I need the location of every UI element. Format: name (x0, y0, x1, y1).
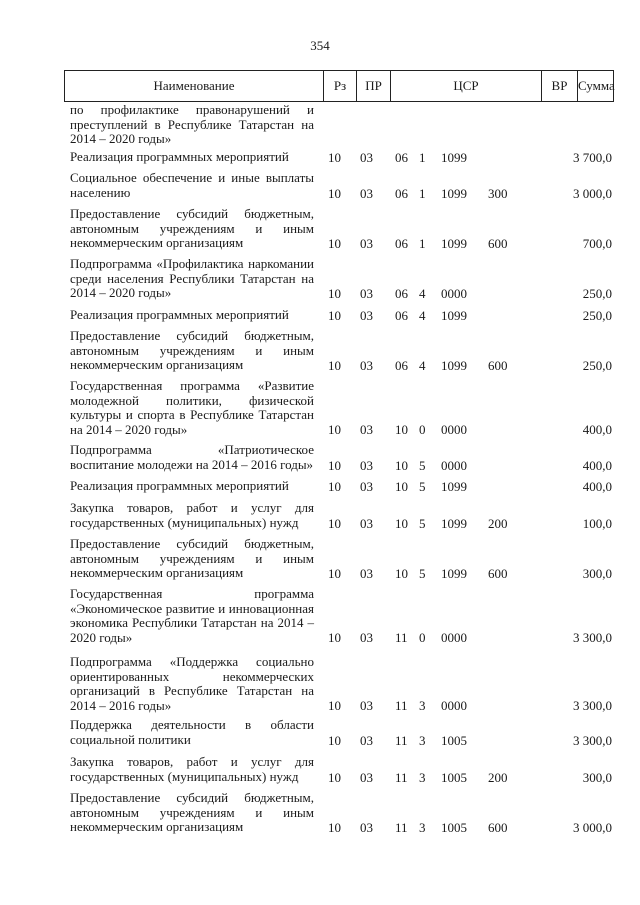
row-name: Подпрограмма «Патриотическое воспитание молодежи на 2014 – 2016 годы» (70, 442, 314, 472)
row-csr-3: 0000 (441, 697, 467, 713)
row-csr-1: 11 (395, 629, 408, 645)
row-name: Предоставление субсидий бюджетным, автономным учреждениям и иным некоммерческим организациям (70, 536, 314, 580)
row-sum: 3 300,0 (573, 697, 612, 713)
row-rz: 10 (328, 565, 341, 581)
row-csr-2: 4 (419, 285, 426, 301)
row-csr-3: 0000 (441, 421, 467, 437)
row-rz: 10 (328, 307, 341, 323)
row-csr-3: 1099 (441, 307, 467, 323)
row-csr-3: 1099 (441, 565, 467, 581)
row-pr: 03 (360, 149, 373, 165)
row-csr-2: 4 (419, 307, 426, 323)
row-csr-1: 11 (395, 732, 408, 748)
table-row (0, 329, 640, 373)
row-csr-1: 10 (395, 421, 408, 437)
row-name: Реализация программных мероприятий (70, 478, 289, 493)
row-csr-3: 1005 (441, 819, 467, 835)
row-sum: 250,0 (582, 307, 612, 323)
row-name: Поддержка деятельности в области социальной политики (70, 717, 314, 747)
row-pr: 03 (360, 421, 373, 437)
row-name: Государственная программа «Экономическое развитие и инновационная экономика Республики Татарстан на 2014 – 2020 годы» (70, 586, 314, 645)
row-name: Предоставление субсидий бюджетным, автономным учреждениям и иным некоммерческим организациям (70, 328, 314, 372)
row-name: Предоставление субсидий бюджетным, автономным учреждениям и иным некоммерческим организациям (70, 206, 314, 250)
row-sum: 3 300,0 (573, 629, 612, 645)
row-vr: 600 (488, 565, 508, 581)
page-number: 354 (310, 38, 330, 53)
table-row (0, 791, 640, 835)
row-csr-1: 06 (395, 307, 408, 323)
row-sum: 400,0 (582, 421, 612, 437)
row-rz: 10 (328, 185, 341, 201)
row-rz: 10 (328, 478, 341, 494)
row-vr: 600 (488, 235, 508, 251)
header-csr: ЦСР (391, 71, 542, 101)
row-rz: 10 (328, 285, 341, 301)
row-rz: 10 (328, 629, 341, 645)
table-row (0, 755, 640, 785)
row-sum: 700,0 (582, 235, 612, 251)
table-row (0, 655, 640, 713)
row-csr-1: 10 (395, 565, 408, 581)
row-csr-2: 3 (419, 732, 426, 748)
row-pr: 03 (360, 732, 373, 748)
row-pr: 03 (360, 185, 373, 201)
row-sum: 400,0 (582, 457, 612, 473)
row-vr: 200 (488, 769, 508, 785)
row-csr-1: 11 (395, 769, 408, 785)
row-pr: 03 (360, 457, 373, 473)
row-pr: 03 (360, 307, 373, 323)
row-sum: 3 000,0 (573, 185, 612, 201)
table-row (0, 308, 640, 323)
table-row (0, 257, 640, 301)
row-csr-2: 5 (419, 478, 426, 494)
table-row (0, 171, 640, 201)
row-csr-2: 4 (419, 357, 426, 373)
row-name: Реализация программных мероприятий (70, 149, 289, 164)
row-csr-3: 0000 (441, 629, 467, 645)
row-pr: 03 (360, 235, 373, 251)
row-csr-1: 10 (395, 515, 408, 531)
row-rz: 10 (328, 357, 341, 373)
row-vr: 600 (488, 357, 508, 373)
row-csr-1: 10 (395, 478, 408, 494)
row-csr-2: 1 (419, 149, 426, 165)
row-rz: 10 (328, 697, 341, 713)
row-pr: 03 (360, 819, 373, 835)
row-pr: 03 (360, 478, 373, 494)
row-csr-3: 1099 (441, 149, 467, 165)
row-csr-2: 0 (419, 421, 426, 437)
row-rz: 10 (328, 457, 341, 473)
row-csr-3: 0000 (441, 285, 467, 301)
row-csr-1: 06 (395, 357, 408, 373)
row-csr-2: 1 (419, 235, 426, 251)
row-csr-1: 06 (395, 185, 408, 201)
table-row (0, 537, 640, 581)
row-name: Реализация программных мероприятий (70, 307, 289, 322)
row-csr-2: 3 (419, 769, 426, 785)
row-name: Государственная программа «Развитие молодежной политики, физической культуры и спорта в Республике Татарстан на 2014 – 2020 годы» (70, 378, 314, 437)
row-sum: 3 300,0 (573, 732, 612, 748)
table-row (0, 207, 640, 251)
row-name: Подпрограмма «Профилактика наркомании среди населения Республики Татарстан на 2014 – 2020 годы» (70, 256, 314, 300)
header-pr: ПР (357, 71, 391, 101)
row-sum: 400,0 (582, 478, 612, 494)
row-csr-3: 1005 (441, 732, 467, 748)
table-row (0, 718, 640, 748)
row-name: Закупка товаров, работ и услуг для государственных (муниципальных) нужд (70, 754, 314, 784)
row-csr-3: 1099 (441, 185, 467, 201)
table-row (0, 379, 640, 437)
row-csr-2: 1 (419, 185, 426, 201)
table-row (0, 479, 640, 494)
header-sum: Сумма (578, 78, 615, 93)
row-rz: 10 (328, 235, 341, 251)
row-csr-1: 11 (395, 697, 408, 713)
row-csr-1: 06 (395, 285, 408, 301)
row-name: Подпрограмма «Поддержка социально ориентированных некоммерческих организаций в Республике Татарстан на 2014 – 2016 годы» (70, 654, 314, 713)
table-row (0, 501, 640, 531)
header-name: Наименование (65, 71, 324, 101)
row-name: Социальное обеспечение и иные выплаты населению (70, 170, 314, 200)
row-rz: 10 (328, 421, 341, 437)
row-csr-1: 11 (395, 819, 408, 835)
row-pr: 03 (360, 629, 373, 645)
row-csr-2: 5 (419, 457, 426, 473)
table-row (0, 443, 640, 473)
header-vr: ВР (542, 71, 578, 101)
row-rz: 10 (328, 732, 341, 748)
row-csr-2: 0 (419, 629, 426, 645)
row-rz: 10 (328, 515, 341, 531)
row-rz: 10 (328, 819, 341, 835)
row-csr-1: 06 (395, 235, 408, 251)
row-pr: 03 (360, 769, 373, 785)
table-row (0, 150, 640, 165)
row-pr: 03 (360, 357, 373, 373)
row-sum: 300,0 (582, 769, 612, 785)
row-name: Закупка товаров, работ и услуг для государственных (муниципальных) нужд (70, 500, 314, 530)
row-rz: 10 (328, 769, 341, 785)
row-csr-3: 1005 (441, 769, 467, 785)
row-rz: 10 (328, 149, 341, 165)
row-csr-1: 06 (395, 149, 408, 165)
row-csr-2: 5 (419, 515, 426, 531)
row-pr: 03 (360, 515, 373, 531)
table-row (0, 103, 640, 147)
row-sum: 3 700,0 (573, 149, 612, 165)
row-sum: 250,0 (582, 285, 612, 301)
row-sum: 250,0 (582, 357, 612, 373)
row-csr-2: 3 (419, 819, 426, 835)
row-csr-3: 0000 (441, 457, 467, 473)
row-csr-3: 1099 (441, 515, 467, 531)
row-vr: 300 (488, 185, 508, 201)
row-sum: 300,0 (582, 565, 612, 581)
row-csr-2: 3 (419, 697, 426, 713)
row-pr: 03 (360, 285, 373, 301)
row-csr-3: 1099 (441, 478, 467, 494)
row-csr-1: 10 (395, 457, 408, 473)
table-row (0, 587, 640, 645)
row-sum: 100,0 (582, 515, 612, 531)
row-csr-3: 1099 (441, 357, 467, 373)
header-rz: Рз (324, 71, 357, 101)
row-pr: 03 (360, 565, 373, 581)
row-name: Предоставление субсидий бюджетным, автономным учреждениям и иным некоммерческим организациям (70, 790, 314, 834)
row-csr-2: 5 (419, 565, 426, 581)
row-name: по профилактике правонарушений и преступлений в Республике Татарстан на 2014 – 2020 годы» (70, 102, 314, 146)
row-csr-3: 1099 (441, 235, 467, 251)
row-pr: 03 (360, 697, 373, 713)
row-sum: 3 000,0 (573, 819, 612, 835)
row-vr: 200 (488, 515, 508, 531)
row-vr: 600 (488, 819, 508, 835)
